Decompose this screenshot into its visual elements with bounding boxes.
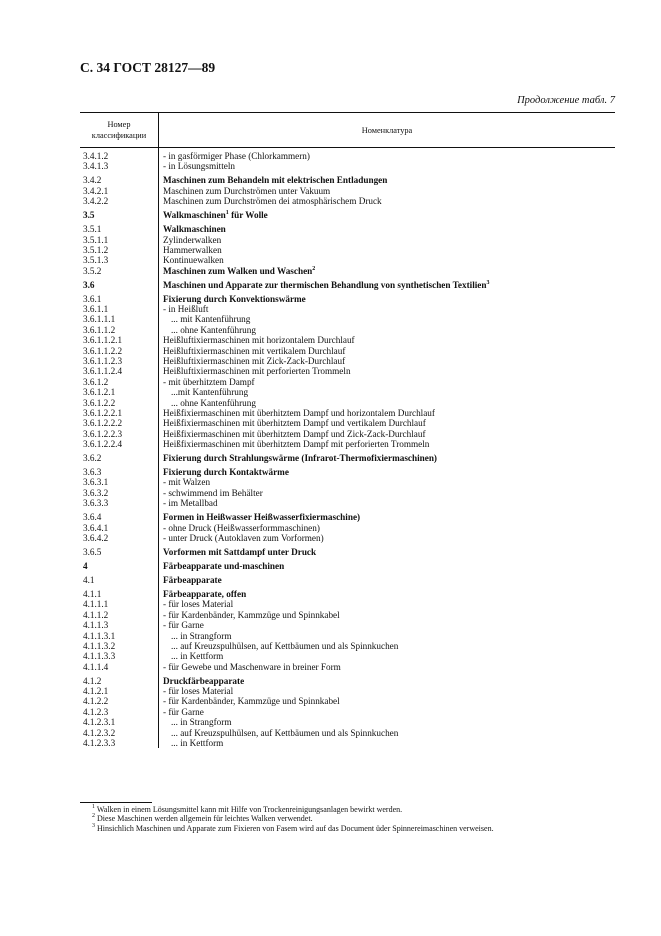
classification-number: 3.6.1.1.2.3	[83, 356, 123, 366]
classification-number: 3.6.1.2.1	[83, 387, 116, 398]
nomenclature-entry	[163, 186, 615, 196]
classification-number: 3.6.3	[83, 467, 102, 478]
nomenclature-entry	[163, 533, 615, 543]
classification-number: 3.4.2.2	[83, 196, 109, 207]
nomenclature-entry	[163, 408, 615, 418]
footnote-list	[80, 805, 640, 833]
nomenclature-entry	[163, 439, 615, 449]
nomenclature-text: ... ohne Kantenführung	[171, 324, 256, 335]
classification-number: 3.5.1.1	[83, 234, 109, 245]
nomenclature-entry	[163, 575, 615, 585]
page-header: С. 34 ГОСТ 28127—89	[80, 60, 216, 75]
nomenclature-text: - für Kardenbänder, Kammzüge und Spinnkabel	[163, 696, 340, 707]
nomenclature-entry	[163, 512, 615, 522]
nomenclature-entry	[163, 610, 615, 620]
column-header-number-line2: классификации	[91, 131, 147, 140]
nomenclature-text: ... in Strangform	[171, 717, 232, 728]
nomenclature-text: Hammerwalken	[163, 244, 222, 255]
classification-number: 3.6.3.2	[83, 487, 109, 498]
nomenclature-entry	[163, 294, 615, 304]
nomenclature-text: ... auf Kreuzspulhülsen, auf Kettbäumen und als Spinnkuchen	[171, 640, 399, 651]
nomenclature-entry	[163, 498, 615, 508]
nomenclature-entry	[163, 717, 615, 727]
classification-number: 4.1.1.2	[83, 609, 109, 620]
classification-number: 3.5	[83, 210, 95, 221]
footnote-text: Walken in einem Lösungsmittel kann mit Hilfe von Trockenreinigungsanlagen bewirkt werden.	[95, 805, 403, 814]
nomenclature-entry	[163, 377, 615, 387]
nomenclature-text: Maschinen zum Walken und Waschen	[163, 265, 313, 276]
classification-number: 3.6.3.3	[83, 498, 109, 509]
classification-number: 3.5.2	[83, 265, 102, 276]
classification-number: 3.6.1.2	[83, 376, 109, 387]
nomenclature-text: - mit Walzen	[163, 477, 211, 488]
nomenclature-text: Walkmaschinen	[163, 224, 226, 235]
classification-table	[80, 112, 615, 748]
nomenclature-entry	[163, 467, 615, 477]
nomenclature-text: Heißluftixiermaschinen mit horizontalem Durchlauf	[163, 335, 355, 346]
footnote	[80, 824, 640, 833]
nomenclature-text: Heißfixiermaschinen mit überhitztem Dampf und horizontalem Durchlauf	[163, 407, 435, 418]
nomenclature-text: Fixierung durch Kontaktwärme	[163, 467, 289, 478]
nomenclature-text: Heißfixiermaschinen mit überhitztem Dampf mit perforierten Trommeln	[163, 439, 430, 450]
footnote	[80, 814, 640, 823]
nomenclature-text: - ohne Druck (Heißwasserformmaschinen)	[163, 522, 320, 533]
nomenclature-entry	[163, 599, 615, 609]
nomenclature-text: ... in Kettform	[171, 651, 224, 662]
nomenclature-entry	[163, 366, 615, 376]
nomenclature-text: Heißluftixiermaschinen mit perforierten Trommeln	[163, 366, 351, 377]
nomenclature-entry	[163, 418, 615, 428]
nomenclature-entry	[163, 325, 615, 335]
classification-number: 4.1.1	[83, 588, 102, 599]
nomenclature-entry	[163, 631, 615, 641]
nomenclature-entry	[163, 314, 615, 324]
nomenclature-entry	[163, 346, 615, 356]
classification-number: 3.6.4.2	[83, 533, 109, 544]
classification-number: 3.6.1.1.2.4	[83, 366, 123, 377]
classification-number: 3.6.1.2.2.1	[83, 407, 123, 418]
table-body	[80, 148, 615, 748]
nomenclature-text: Heißfixiermaschinen mit überhitztem Dampf und vertikalem Durchlauf	[163, 418, 426, 429]
nomenclature-entry	[163, 387, 615, 397]
column-header-nomenclature: Номенклатура	[361, 125, 413, 135]
nomenclature-entry	[163, 662, 615, 672]
nomenclature-text: - unter Druck (Autoklaven zum Vorformen)	[163, 533, 324, 544]
nomenclature-text: - für Garne	[163, 706, 204, 717]
classification-number: 3.5.1	[83, 224, 102, 235]
classification-number: 3.6.1.1.1	[83, 314, 116, 325]
classification-number: 4.1.2.2	[83, 696, 109, 707]
nomenclature-text: - für loses Material	[163, 599, 234, 610]
nomenclature-entry	[163, 738, 615, 748]
nomenclature-entry	[163, 255, 615, 265]
classification-number: 4.1.1.4	[83, 661, 109, 672]
classification-number: 3.5.1.2	[83, 244, 109, 255]
nomenclature-entry	[163, 304, 615, 314]
nomenclature-entry	[163, 398, 615, 408]
footnote-reference: 1	[225, 210, 229, 217]
classification-number: 3.4.2.1	[83, 185, 109, 196]
nomenclature-entry	[163, 210, 615, 220]
nomenclature-text: Färbeapparate	[163, 574, 222, 585]
nomenclature-entry	[163, 728, 615, 738]
nomenclature-entry	[163, 641, 615, 651]
classification-number: 3.6.1	[83, 293, 102, 304]
nomenclature-entry	[163, 224, 615, 234]
nomenclature-text: ...mit Kantenführung	[171, 387, 249, 398]
footnote-divider	[80, 802, 152, 803]
footnote-text: Diese Maschinen werden allgemein für leichtes Walken verwendet.	[95, 814, 313, 824]
nomenclature-entry	[163, 335, 615, 345]
nomenclature-entry	[163, 686, 615, 696]
nomenclature-text: ... ohne Kantenführung	[171, 397, 256, 408]
nomenclature-text: Maschinen und Apparate zur thermischen Behandlung von synthetischen Textilien	[163, 279, 487, 290]
classification-number: 4.1.2	[83, 675, 102, 686]
nomenclature-text: - für Garne	[163, 620, 204, 631]
nomenclature-text: Maschinen zum Durchströmen dei atmosphärischem Druck	[163, 196, 382, 207]
nomenclature-text: Vorformen mit Sattdampf unter Druck	[163, 547, 317, 558]
classification-number: 3.4.1.3	[83, 161, 109, 172]
nomenclature-entry	[163, 488, 615, 498]
classification-number: 4.1	[83, 574, 95, 585]
nomenclature-entry	[163, 161, 615, 171]
nomenclature-entry	[163, 676, 615, 686]
nomenclature-entry	[163, 151, 615, 161]
nomenclature-entry	[163, 620, 615, 630]
nomenclature-text: - für Kardenbänder, Kammzüge und Spinnkabel	[163, 609, 340, 620]
column-header-number-line1: Номер	[107, 120, 131, 129]
nomenclature-text: Zylinderwalken	[163, 234, 222, 245]
nomenclature-entry	[163, 523, 615, 533]
nomenclature-text: - für Gewebe und Maschenware in breiner Form	[163, 661, 341, 672]
nomenclature-column	[159, 148, 615, 748]
classification-number: 4.1.1.3.1	[83, 630, 116, 641]
nomenclature-entry	[163, 356, 615, 366]
classification-number: 3.5.1.3	[83, 255, 109, 266]
nomenclature-entry	[163, 561, 615, 571]
footnotes	[80, 802, 640, 833]
classification-number: 3.4.2	[83, 175, 102, 186]
nomenclature-text: - mit überhitztem Dampf	[163, 376, 255, 387]
number-column	[80, 148, 159, 748]
classification-number: 3.6	[83, 279, 95, 290]
nomenclature-text: Walkmaschinen	[163, 210, 226, 221]
nomenclature-text: - schwimmend im Behälter	[163, 487, 263, 498]
classification-number: 3.6.4	[83, 512, 102, 523]
classification-number: 4.1.2.1	[83, 686, 109, 697]
classification-number: 3.6.1.2.2.2	[83, 418, 123, 429]
table-header	[80, 112, 615, 148]
footnote	[80, 805, 640, 814]
classification-number: 3.6.1.1	[83, 304, 109, 315]
nomenclature-text: Maschinen zum Behandeln mit elektrischen Entladungen	[163, 175, 388, 186]
classification-number: 4.1.1.3.3	[83, 651, 116, 662]
nomenclature-text: ... mit Kantenführung	[171, 314, 251, 325]
nomenclature-text: - in Lösungsmitteln	[163, 161, 235, 172]
nomenclature-entry	[163, 477, 615, 487]
classification-number: 3.6.1.1.2.2	[83, 345, 123, 356]
nomenclature-text: Maschinen zum Durchströmen unter Vakuum	[163, 185, 331, 196]
classification-number: 4.1.1.3	[83, 620, 109, 631]
nomenclature-entry	[163, 589, 615, 599]
footnote-reference: 3	[486, 279, 490, 286]
classification-number: 3.6.4.1	[83, 522, 109, 533]
footnote-text: Hinsichlich Maschinen und Apparate zum Fixieren von Fasem wird auf das Document üder Spinnereimaschinen verweisen.	[95, 823, 494, 833]
column-header-number	[80, 113, 159, 147]
classification-number: 4.1.2.3.3	[83, 738, 116, 749]
classification-number: 4	[83, 561, 88, 571]
nomenclature-entry	[163, 547, 615, 557]
nomenclature-text: - im Metallbad	[163, 498, 218, 509]
footnote-mark: 1	[92, 804, 95, 810]
nomenclature-entry	[163, 245, 615, 255]
nomenclature-text: Färbeapparate, offen	[163, 588, 247, 599]
classification-number: 4.1.1.1	[83, 599, 109, 610]
nomenclature-entry	[163, 453, 615, 463]
nomenclature-text-tail: für Wolle	[228, 210, 268, 221]
nomenclature-text: - für loses Material	[163, 686, 234, 697]
classification-number: 3.6.2	[83, 453, 102, 464]
nomenclature-entry	[163, 707, 615, 717]
footnote-mark: 3	[92, 822, 95, 829]
nomenclature-text: Fixierung durch Konvektionswärme	[163, 293, 306, 304]
nomenclature-entry	[163, 235, 615, 245]
nomenclature-text: Kontinuewalken	[163, 255, 224, 266]
nomenclature-text: Färbeapparate und-maschinen	[163, 561, 285, 571]
nomenclature-text: - in Heißluft	[163, 304, 209, 315]
classification-number: 3.6.1.1.2	[83, 324, 116, 335]
classification-number: 4.1.2.3.2	[83, 727, 116, 738]
classification-number: 3.6.1.1.2.1	[83, 335, 123, 346]
nomenclature-text: Heißfixiermaschinen mit überhitztem Dampf und Zick-Zack-Durchlauf	[163, 428, 426, 439]
classification-number: 3.6.5	[83, 547, 102, 558]
nomenclature-entry	[163, 429, 615, 439]
classification-number: 4.1.2.3.1	[83, 717, 116, 728]
nomenclature-text: Fixierung durch Strahlungswärme (Infrarot-Thermofixiermaschinen)	[163, 453, 437, 464]
nomenclature-text: Druckfärbeapparate	[163, 675, 245, 686]
table-continuation-label: Продолжение табл. 7	[517, 95, 615, 106]
footnote-mark: 2	[92, 813, 95, 820]
nomenclature-text: - in gasförmiger Phase (Chlorkammern)	[163, 151, 310, 161]
nomenclature-entry	[163, 651, 615, 661]
classification-number: 4.1.2.3	[83, 706, 109, 717]
classification-number: 3.6.3.1	[83, 477, 109, 488]
classification-number: 3.6.1.2.2.4	[83, 439, 123, 450]
nomenclature-text: ... in Strangform	[171, 630, 232, 641]
classification-number: 3.6.1.2.2.3	[83, 428, 123, 439]
classification-number: 3.6.1.2.2	[83, 397, 116, 408]
classification-number: 4.1.1.3.2	[83, 640, 116, 651]
nomenclature-text: Formen in Heißwasser Heißwasserfixiermaschine)	[163, 512, 361, 523]
footnote-reference: 2	[312, 265, 316, 272]
nomenclature-entry	[163, 196, 615, 206]
nomenclature-entry	[163, 175, 615, 185]
nomenclature-text: ... auf Kreuzspulhülsen, auf Kettbäumen und als Spinnkuchen	[171, 727, 399, 738]
nomenclature-entry	[163, 266, 615, 276]
classification-number: 3.4.1.2	[83, 151, 109, 161]
nomenclature-entry	[163, 696, 615, 706]
nomenclature-text: Heißluftixiermaschinen mit Zick-Zack-Durchlauf	[163, 356, 346, 366]
nomenclature-entry	[163, 280, 615, 290]
nomenclature-text: Heißluftixiermaschinen mit vertikalem Durchlauf	[163, 345, 346, 356]
nomenclature-text: ... in Kettform	[171, 738, 224, 749]
